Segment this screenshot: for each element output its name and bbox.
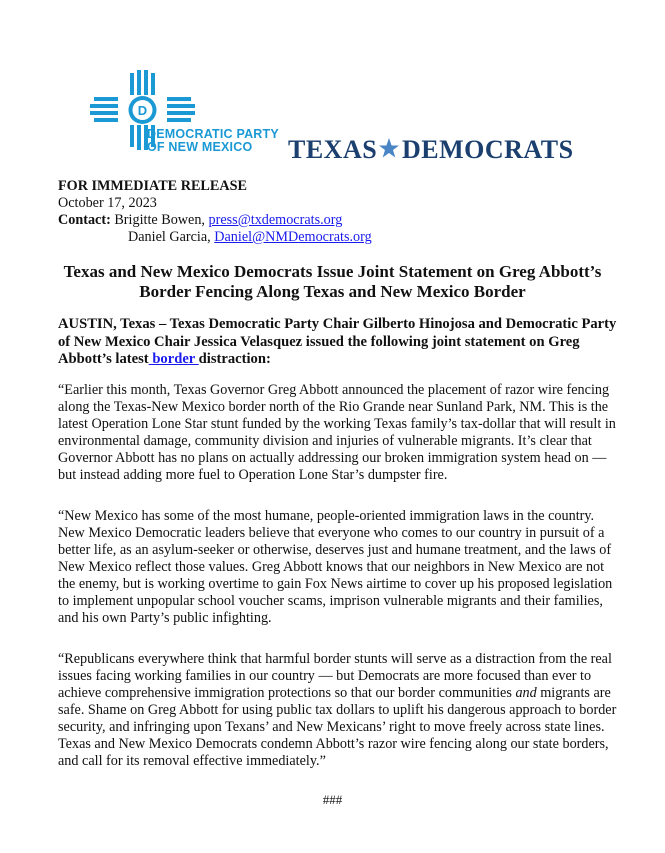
zia-letter: D bbox=[137, 103, 148, 118]
lede-paragraph bbox=[58, 316, 618, 369]
header-logos bbox=[90, 70, 580, 170]
democrats-word: DEMOCRATS bbox=[402, 135, 574, 164]
lede-text: AUSTIN, Texas – Texas Democratic Party Chair Gilberto Hinojosa and Democratic Party of New Mexico Chair Jessica Velasquez issued the following joint statement on Greg Abbott’s latest bbox=[58, 316, 617, 367]
statement-paragraph-1: “Earlier this month, Texas Governor Greg Abbott announced the placement of razor wire fencing along the Texas-New Mexico border north of the Rio Grande near Sunland Park, NM. This is the latest Operation Lone Star stunt funded by the working Texas family’s tax-dollar that will result in environmental damage, community division and injuries of vulnerable migrants. It’s clear that Governor Abbott has no plans on actually addressing our broken immigration system head on — but instead adding more fuel to Operation Lone Star’s dumpster fire. bbox=[58, 382, 616, 483]
paragraph-3-part-a: “Republicans everywhere think that harmful border stunts will serve as a distraction from the real issues facing working families in our country — but Democrats are more focused than ever to achieve comprehensive immigration protections so that our border communities bbox=[58, 651, 612, 701]
contact-row-2 bbox=[58, 229, 618, 246]
contact1-name: Brigitte Bowen, bbox=[114, 212, 209, 228]
end-mark: ### bbox=[322, 792, 343, 807]
contact2-name: Daniel Garcia, bbox=[128, 229, 215, 245]
statement-paragraph-2: “New Mexico has some of the most humane, people-oriented immigration laws in the country. New Mexico Democratic leaders believe that everyone who comes to our country in pursuit of a better life, as an asylum-seeker or otherwise, deserves just and humane treatment, and the laws of New Mexico reflect those values. Greg Abbott knows that our neighbors in New Mexico are not the enemy, but is working overtime to gain Fox News airtime to cover up his proposed legislation to implement unpopular school voucher scams, imprison vulnerable migrants and their families, and his own Party’s public infighting. bbox=[58, 508, 613, 626]
contact-label: Contact: bbox=[58, 212, 111, 228]
headline: Texas and New Mexico Democrats Issue Joint Statement on Greg Abbott’s Border Fencing Along Texas and New Mexico Border bbox=[63, 262, 602, 301]
paragraph-3-part-b: migrants are safe. Shame on Greg Abbott for using public tax dollars to uplift his dangerous approach to border security, and infringing upon Texans’ and New Mexicans’ right to move freely across state lines. Texas and New Mexico Democrats condemn Abbott’s razor wire fencing along our state borders, and call for its removal effective immediately.” bbox=[58, 685, 617, 769]
border-link[interactable]: border bbox=[148, 351, 199, 367]
release-label: FOR IMMEDIATE RELEASE bbox=[58, 178, 247, 194]
paragraph-3-emphasis: and bbox=[515, 685, 537, 701]
dem-party-nm-logo-text bbox=[147, 128, 279, 154]
dem-party-nm-line1: DEMOCRATIC PARTY bbox=[147, 127, 279, 141]
release-date: October 17, 2023 bbox=[58, 195, 157, 211]
contact2-email-link[interactable]: Daniel@NMDemocrats.org bbox=[214, 229, 372, 245]
statement-paragraph-3 bbox=[58, 651, 618, 770]
texas-star-icon bbox=[378, 136, 400, 162]
contact1-email-link[interactable]: press@txdemocrats.org bbox=[208, 212, 343, 228]
lede-tail: distraction: bbox=[198, 351, 271, 367]
dem-party-nm-line2: OF NEW MEXICO bbox=[147, 140, 253, 154]
release-info bbox=[58, 178, 618, 246]
texas-word: TEXAS bbox=[288, 135, 378, 164]
contact-row-1 bbox=[58, 212, 618, 229]
